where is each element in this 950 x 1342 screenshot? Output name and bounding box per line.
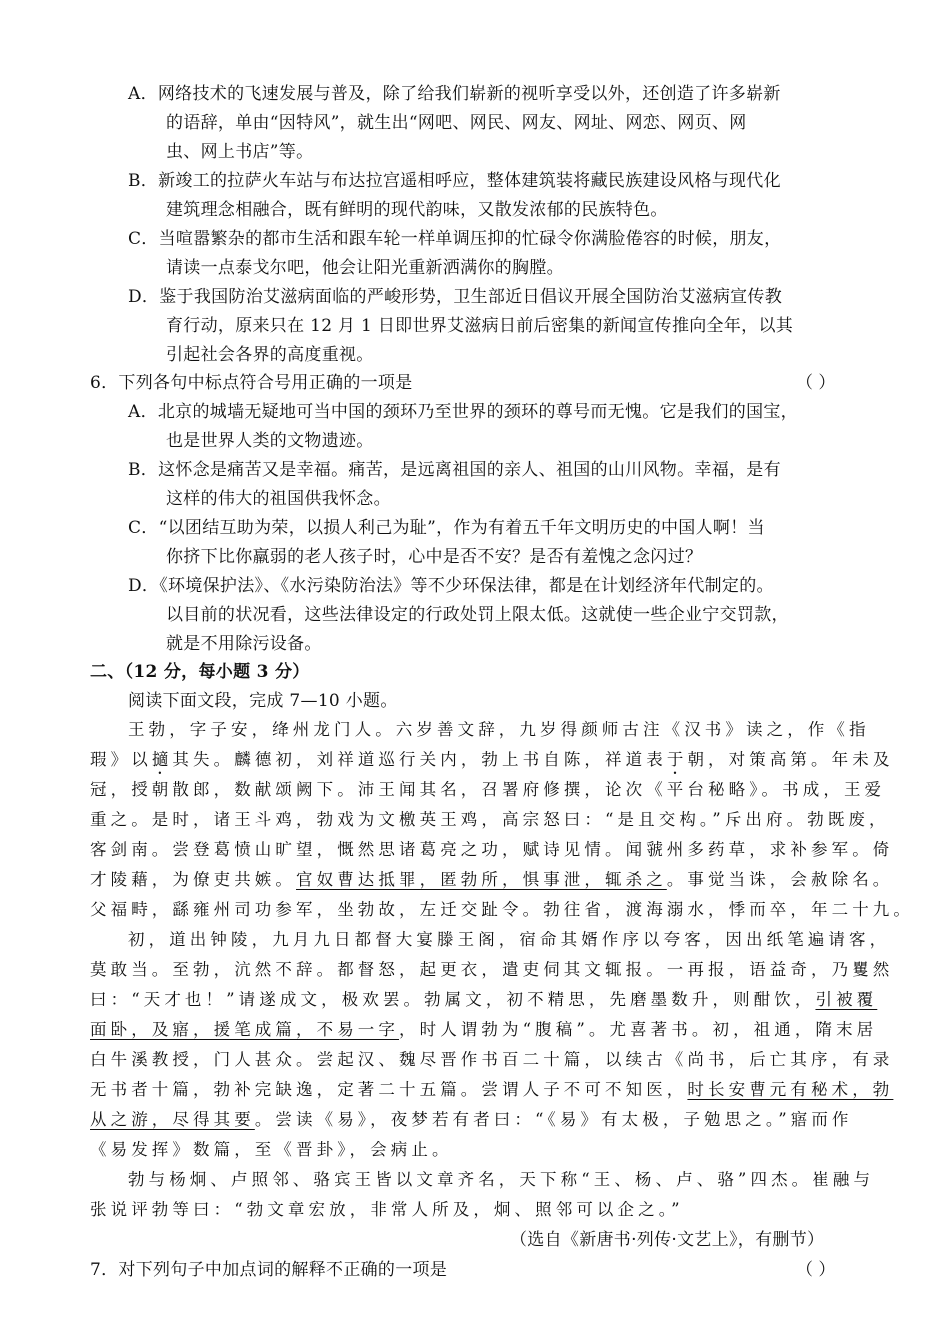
passage-text: ，时人谓勃为“腹稿”。尤喜著书。初，祖通，隋末居: [399, 1020, 878, 1039]
passage-p2-line7: [90, 1106, 853, 1134]
passage-source: （选自《新唐书·列传·文艺上》，有删节）: [510, 1230, 825, 1250]
q6-answer-blank: （ ）: [796, 373, 836, 393]
q5-option-c-line1: C．当喧嚣繁杂的都市生活和跟车轮一样单调压抑的忙碌令你满脸倦容的时候，朋友，: [128, 229, 782, 249]
passage-p2-line2: 莫敢当。至勃，沆然不辞。都督怒，起更衣，遣吏伺其文辄报。一再报，语益奇，乃矍然: [90, 960, 894, 979]
q7-stem: 7．对下列句子中加点词的解释不正确的一项是: [90, 1260, 448, 1280]
q6-option-a-line2: 也是世界人类的文物遗迹。: [166, 431, 374, 451]
q5-option-a-line1: A．网络技术的飞速发展与普及，除了给我们崭新的视听享受以外，还创造了许多崭新: [128, 84, 781, 104]
underlined-sentence-3b: 从之游，尽得其要: [90, 1110, 255, 1129]
passage-p2-line8: 《易发挥》数篇，至《晋卦》，会病止。: [90, 1140, 453, 1159]
q6-stem: 6．下列各句中标点符合号用正确的一项是: [90, 373, 413, 393]
dotted-word-yu: 于: [666, 750, 688, 769]
underlined-sentence-1: 官奴曹达抵罪，匿勃所，惧事泄，辄杀之: [296, 870, 667, 889]
q5-option-b-line1: B．新竣工的拉萨火车站与布达拉宫遥相呼应，整体建筑装将藏民族建设风格与现代化: [128, 171, 781, 191]
passage-p1-line5: 客剑南。尝登葛愤山旷望，慨然思诸葛亮之功，赋诗见情。闻虢州多药草，求补参军。倚: [90, 840, 894, 859]
underlined-sentence-2b: 面卧，及寤，援笔成篇，不易一字: [90, 1020, 399, 1039]
passage-text: 瑕》以: [90, 750, 152, 769]
passage-p3-line2: 张说评勃等曰：“勃文章宏放，非常人所及，炯、照邻可以企之。”: [90, 1200, 684, 1219]
passage-p1-line7: 父福畤，繇雍州司功参军，坐勃故，左迁交趾令。勃往省，渡海溺水，悸而卒，年二十九。: [90, 900, 914, 919]
passage-text: 。尝读《易》，夜梦若有者曰：“《易》有太极，子勉思之。”寤而作: [254, 1110, 853, 1129]
q6-option-d-line3: 就是不用除污设备。: [166, 634, 322, 654]
q6-option-c-line1: C．“以团结互助为荣，以损人利己为耻”，作为有着五千年文明历史的中国人啊！当: [128, 518, 765, 538]
passage-text: 曰：“天才也！”请遂成文，极欢罢。勃属文，初不精思，先磨墨数升，则酣饮，: [90, 990, 816, 1009]
passage-p2-line4: [90, 1016, 877, 1044]
q6-option-b-line1: B．这怀念是痛苦又是幸福。痛苦，是远离祖国的亲人、祖国的山川风物。幸福，是有: [128, 460, 781, 480]
passage-p2-line6: [90, 1076, 893, 1104]
q5-option-c-line2: 请读一点泰戈尔吧，他会让阳光重新洒满你的胸膛。: [166, 258, 564, 278]
passage-text: 无书者十篇，勃补完缺逸，定著二十五篇。尝谓人子不可不知医，: [90, 1080, 688, 1099]
q6-option-d-line2: 以目前的状况看，这些法律设定的行政处罚上限太低。这就使一些企业宁交罚款，: [166, 605, 789, 625]
passage-text: 。事觉当诛，会赦除名。: [666, 870, 894, 889]
passage-text: 其失。麟德初，刘祥道巡行关内，勃上书自陈，祥道表: [172, 750, 667, 769]
dotted-word-zhi: 擿: [151, 750, 173, 769]
passage-p2-line5: 白牛溪教授，门人甚众。尝起汉、魏尽晋作书百二十篇，以续古《尚书，后亡其序，有录: [90, 1050, 894, 1069]
q6-option-b-line2: 这样的伟大的祖国供我怀念。: [166, 489, 391, 509]
section-2-instruction: 阅读下面文段，完成 7—10 小题。: [128, 691, 398, 711]
q6-option-a-line1: A．北京的城墙无疑地可当中国的颈环乃至世界的颈环的尊号而无愧。它是我们的国宝，: [128, 402, 798, 422]
passage-p1-line2: [90, 746, 893, 778]
underlined-sentence-2a: 引被覆: [815, 990, 878, 1009]
q5-option-d-line2: 育行动，原来只在 12 月 1 日即世界艾滋病日前后密集的新闻宣传推向全年，以其: [166, 316, 794, 336]
passage-p2-line3: [90, 986, 877, 1014]
q5-option-d-line1: D．鉴于我国防治艾滋病面临的严峻形势，卫生部近日倡议开展全国防治艾滋病宣传教: [128, 287, 783, 307]
passage-p1-line4: 重之。是时，诸王斗鸡，勃戏为文檄英王鸡，高宗怒曰：“是且交构。”斥出府。勃既废，: [90, 810, 890, 829]
q5-option-d-line3: 引起社会各界的高度重视。: [166, 345, 374, 365]
passage-p3-line1: 勃与杨炯、卢照邻、骆宾王皆以文章齐名，天下称“王、杨、卢、骆”四杰。崔融与: [128, 1170, 875, 1189]
q5-option-b-line2: 建筑理念相融合，既有鲜明的现代韵味，又散发浓郁的民族特色。: [166, 200, 668, 220]
q7-answer-blank: （ ）: [796, 1260, 836, 1280]
passage-text: 才陵藉，为僚吏共嫉。: [90, 870, 296, 889]
passage-text: 朝，对策高第。年未及: [687, 750, 894, 769]
q5-option-a-line2: 的语辞，单由“因特风”，就生出“网吧、网民、网友、网址、网恋、网页、网: [166, 113, 747, 133]
passage-p2-line1: 初，道出钟陵，九月九日都督大宴滕王阁，宿命其婿作序以夸客，因出纸笔遍请客，: [128, 930, 891, 949]
section-2-heading: 二、（12 分，每小题 3 分）: [90, 662, 310, 682]
passage-p1-line3: 冠，授朝散郎，数献颂阙下。沛王闻其名，召署府修撰，论次《平台秘略》。书成，王爱: [90, 780, 886, 799]
underlined-sentence-3a: 时长安曹元有秘术，勃: [687, 1080, 894, 1099]
passage-p1-line6: [90, 866, 893, 894]
q5-option-a-line3: 虫、网上书店”等。: [166, 142, 314, 162]
passage-p1-line1: 王勃，字子安，绛州龙门人。六岁善文辞，九岁得颜师古注《汉书》读之，作《指: [128, 720, 870, 739]
q6-option-d-line1: D．《环境保护法》、《水污染防治法》等不少环保法律，都是在计划经济年代制定的。: [128, 576, 774, 596]
q6-option-c-line2: 你挤下比你羸弱的老人孩子时，心中是否不安？是否有羞愧之念闪过？: [166, 547, 703, 567]
